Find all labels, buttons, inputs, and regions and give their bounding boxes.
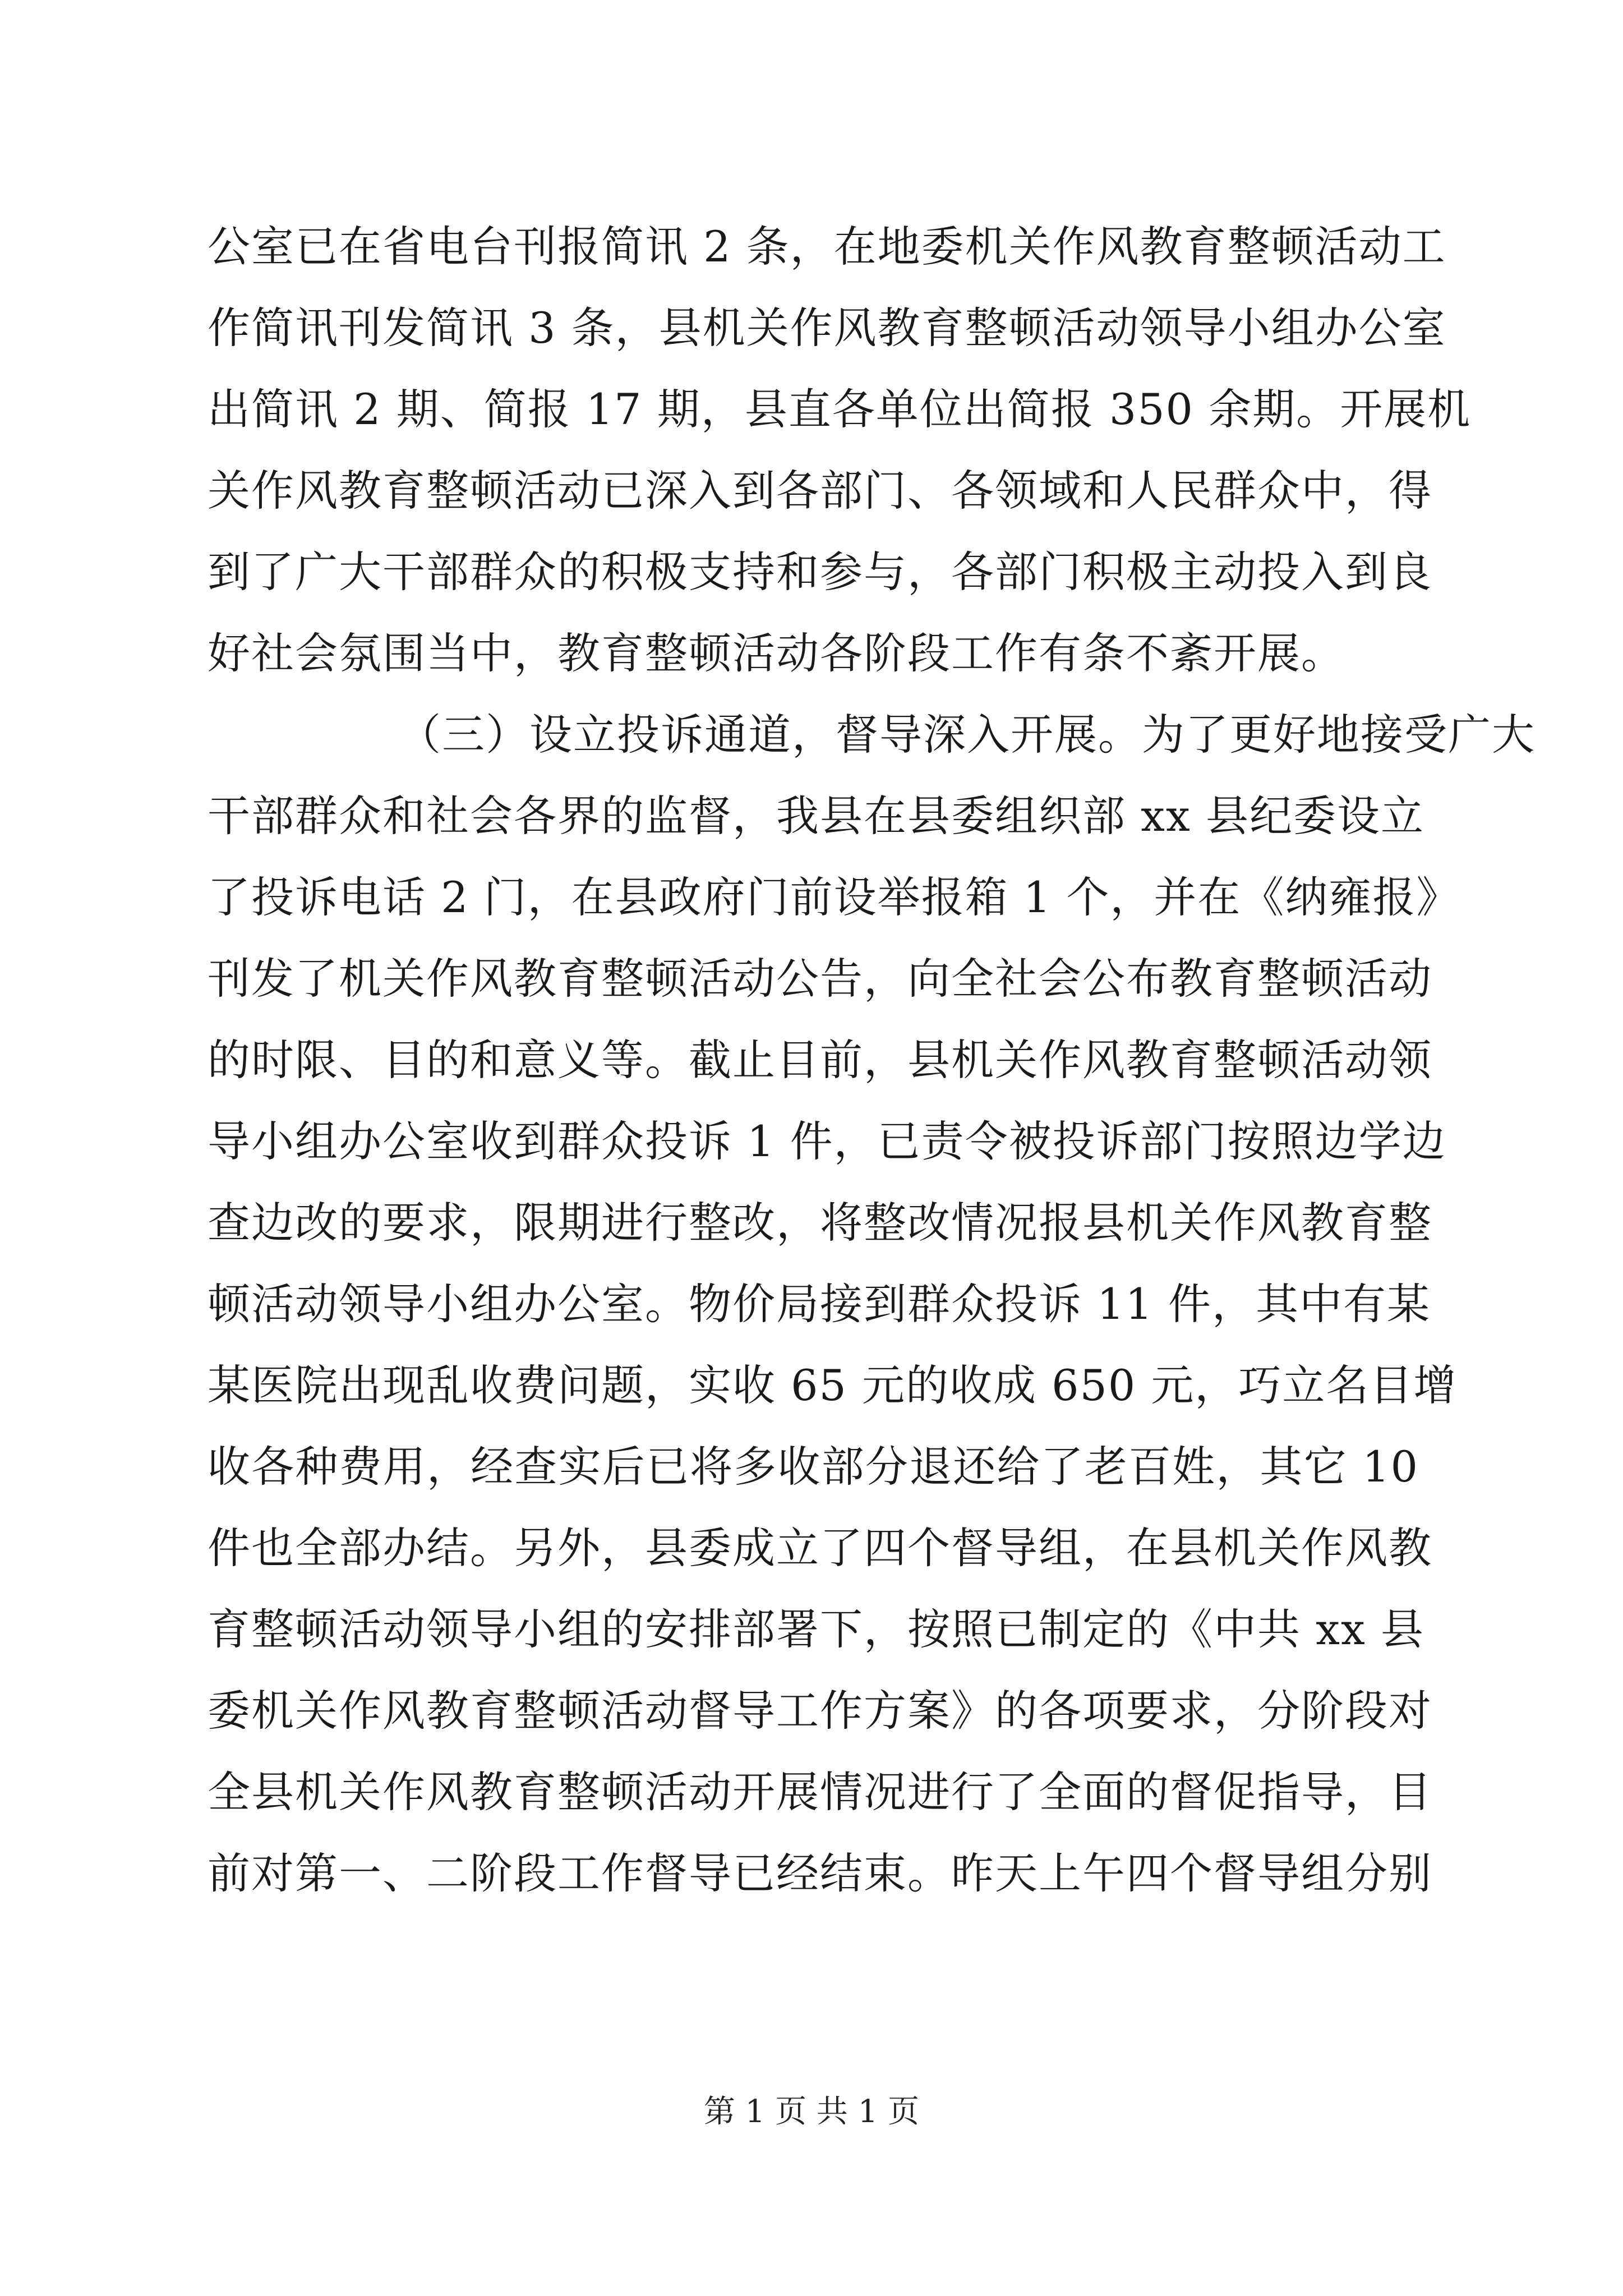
text-line-4: 关作风教育整顿活动已深入到各部门、各领域和人民群众中，得 [208,466,1432,516]
text-line-8: 干部群众和社会各界的监督，我县在县委组织部 xx 县纪委设立 [208,791,1425,841]
text-line-2: 作简讯刊发简讯 3 条，县机关作风教育整顿活动领导小组办公室 [208,303,1446,353]
text-line-18: 育整顿活动领导小组的安排部署下，按照已制定的《中共 xx 县 [208,1604,1425,1654]
text-line-6: 好社会氛围当中，教育整顿活动各阶段工作有条不紊开展。 [208,628,1345,678]
text-line-13: 查边改的要求，限期进行整改，将整改情况报县机关作风教育整 [208,1198,1432,1248]
text-line-9: 了投诉电话 2 门，在县政府门前设举报箱 1 个，并在《纳雍报》 [208,872,1460,922]
text-line-16: 收各种费用，经查实后已将多收部分退还给了老百姓，其它 10 [208,1442,1419,1492]
text-line-3: 出简讯 2 期、简报 17 期，县直各单位出简报 350 余期。开展机 [208,384,1472,434]
text-line-17: 件也全部办结。另外，县委成立了四个督导组，在县机关作风教 [208,1523,1432,1573]
document-body [208,206,1536,1914]
page-footer: 第 1 页 共 1 页 [703,2093,920,2130]
text-line-7: （三）设立投诉通道，督导深入开展。为了更好地接受广大 [398,710,1536,760]
text-line-10: 刊发了机关作风教育整顿活动公告，向全社会公布教育整顿活动 [208,954,1432,1004]
text-line-14: 顿活动领导小组办公室。物价局接到群众投诉 11 件，其中有某 [208,1279,1431,1329]
text-line-5: 到了广大干部群众的积极支持和参与，各部门积极主动投入到良 [208,547,1432,597]
text-line-15: 某医院出现乱收费问题，实收 65 元的收成 650 元，巧立名目增 [208,1360,1458,1410]
text-line-20: 全县机关作风教育整顿活动开展情况进行了全面的督促指导，目 [208,1767,1432,1817]
text-line-1: 公室已在省电台刊报简讯 2 条，在地委机关作风教育整顿活动工 [208,222,1446,272]
text-line-11: 的时限、目的和意义等。截止目前，县机关作风教育整顿活动领 [208,1035,1432,1085]
text-line-12: 导小组办公室收到群众投诉 1 件，已责令被投诉部门按照边学边 [208,1116,1446,1166]
text-line-21: 前对第一、二阶段工作督导已经结束。昨天上午四个督导组分别 [208,1848,1432,1898]
text-line-19: 委机关作风教育整顿活动督导工作方案》的各项要求，分阶段对 [208,1686,1432,1736]
